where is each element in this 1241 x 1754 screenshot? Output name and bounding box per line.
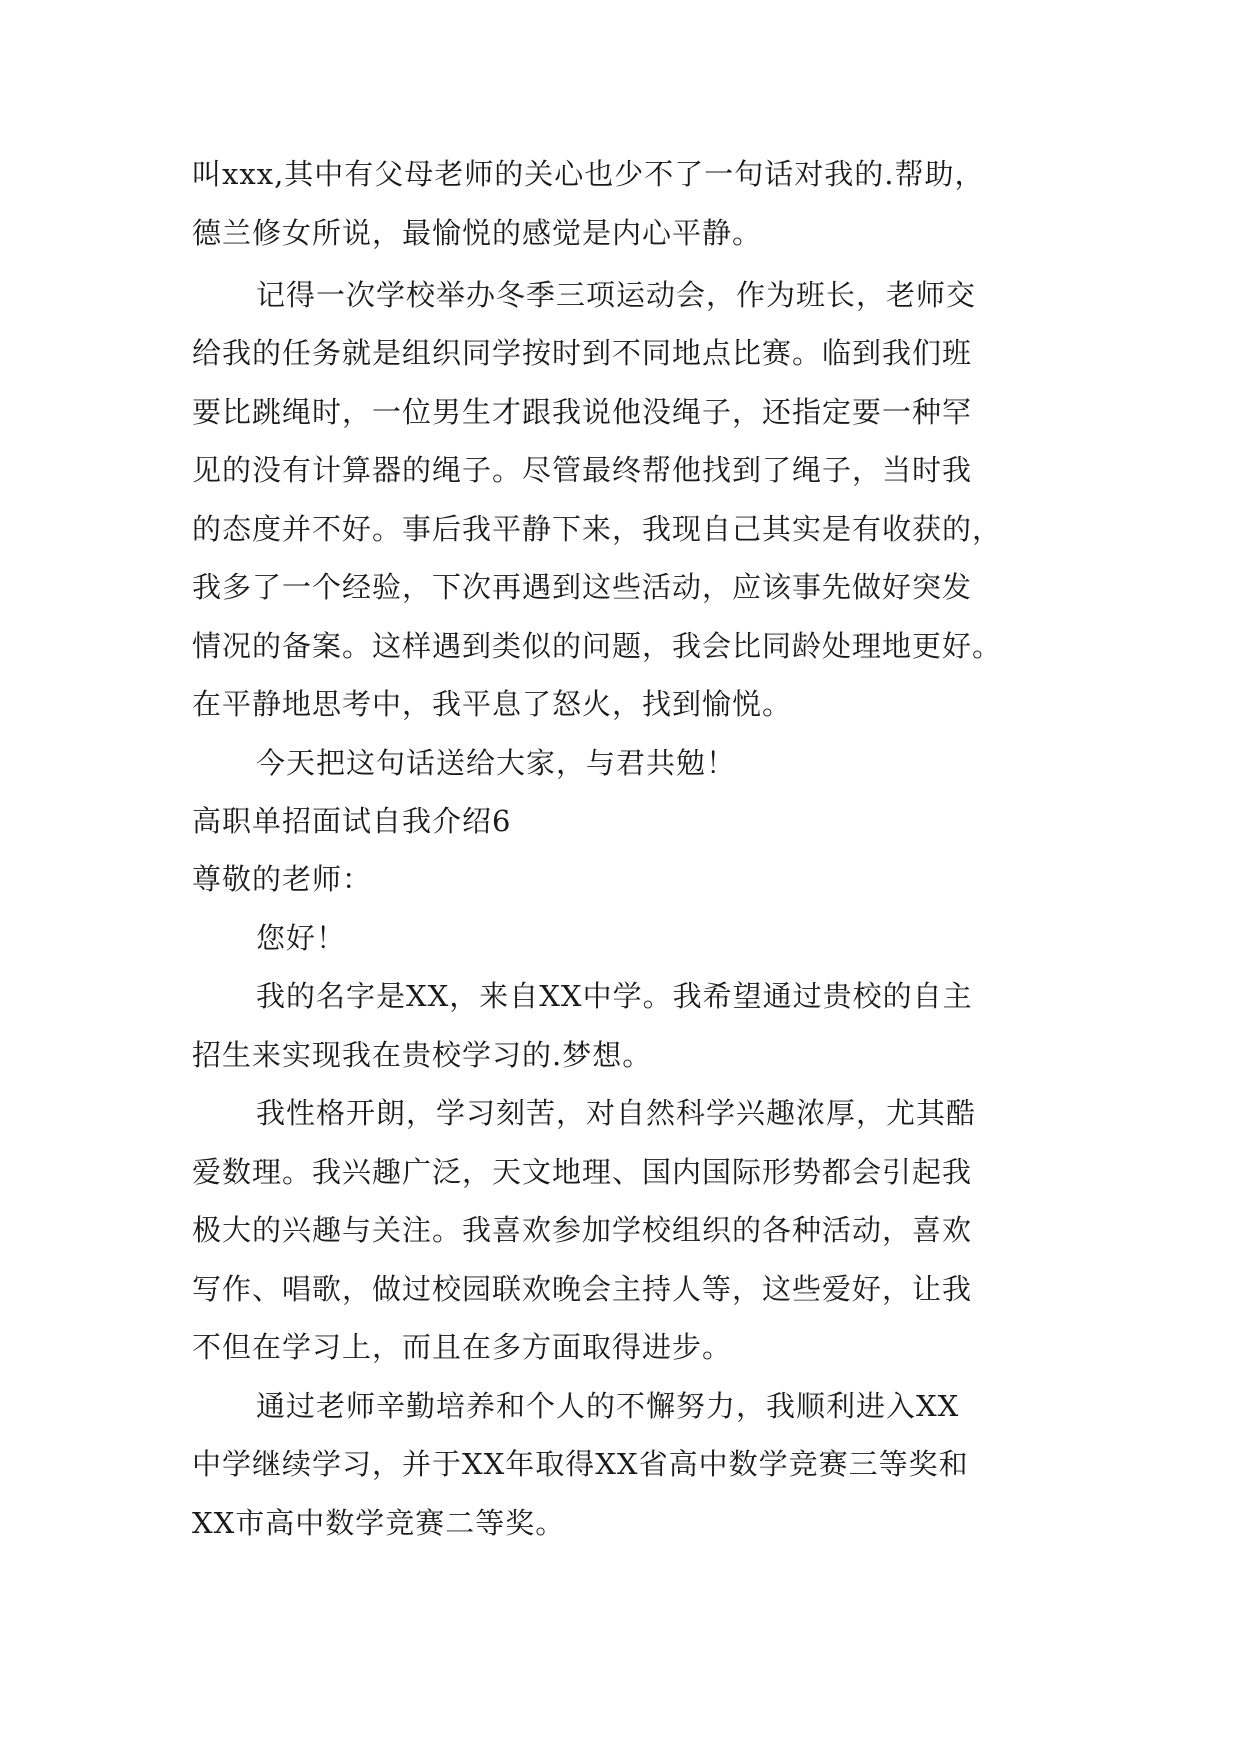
text-line: 写作、唱歌，做过校园联欢晚会主持人等，这些爱好，让我 — [192, 1272, 973, 1306]
text-line: 在平静地思考中，我平息了怒火，找到愉悦。 — [192, 687, 793, 721]
text-line: 招生来实现我在贵校学习的.梦想。 — [192, 1038, 653, 1072]
paragraph-first-line: 我性格开朗，学习刻苦，对自然科学兴趣浓厚，尤其酷 — [256, 1096, 977, 1130]
text-line: 极大的兴趣与关注。我喜欢参加学校组织的各种活动，喜欢 — [192, 1213, 973, 1247]
text-line: 德兰修女所说，最愉悦的感觉是内心平静。 — [192, 216, 763, 250]
text-line: 给我的任务就是组织同学按时到不同地点比赛。临到我们班 — [192, 336, 973, 370]
text-line: XX市高中数学竞赛二等奖。 — [192, 1506, 566, 1540]
paragraph-first-line: 今天把这句话送给大家，与君共勉！ — [256, 746, 737, 780]
text-line: 要比跳绳时，一位男生才跟我说他没绳子，还指定要一种罕 — [192, 395, 973, 429]
text-line: 我多了一个经验，下次再遇到这些活动，应该事先做好突发 — [192, 570, 973, 604]
paragraph-first-line: 通过老师辛勤培养和个人的不懈努力，我顺利进入XX — [256, 1389, 960, 1423]
greeting: 您好！ — [256, 921, 347, 955]
text-line: 见的没有计算器的绳子。尽管最终帮他找到了绳子，当时我 — [192, 453, 973, 487]
text-line: 情况的备案。这样遇到类似的问题，我会比同龄处理地更好。 — [192, 629, 1003, 663]
section-heading: 高职单招面试自我介绍6 — [192, 804, 512, 838]
paragraph-first-line: 我的名字是XX，来自XX中学。我希望通过贵校的自主 — [256, 979, 973, 1013]
text-line: 爱数理。我兴趣广泛，天文地理、国内国际形势都会引起我 — [192, 1155, 973, 1189]
text-line: 叫xxx,其中有父母老师的关心也少不了一句话对我的.帮助， — [192, 157, 985, 191]
text-line: 中学继续学习，并于XX年取得XX省高中数学竞赛三等奖和 — [192, 1447, 969, 1481]
text-line: 不但在学习上，而且在多方面取得进步。 — [192, 1330, 733, 1364]
paragraph-first-line: 记得一次学校举办冬季三项运动会，作为班长，老师交 — [256, 278, 977, 312]
text-line: 的态度并不好。事后我平静下来，我现自己其实是有收获的， — [192, 512, 1003, 546]
salutation: 尊敬的老师： — [192, 862, 373, 896]
